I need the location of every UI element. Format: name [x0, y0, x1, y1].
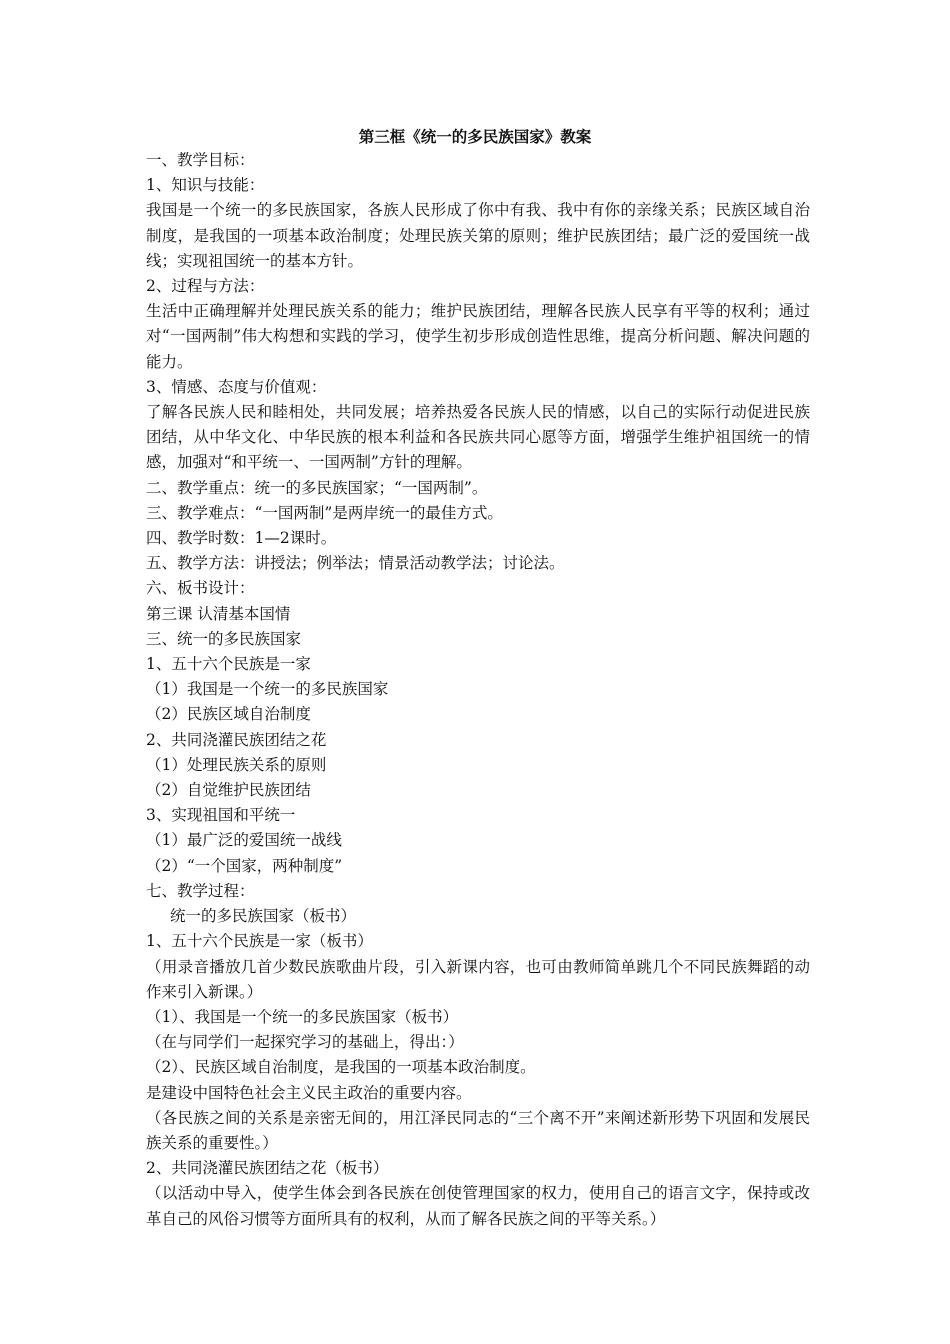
board-line: （1）处理民族关系的原则: [146, 755, 327, 774]
paragraph: 生活中正确理解并处理民族关系的能力；维护民族团结，理解各民族人民享有平等的权利；通过对“一国两制”伟大构想和实践的学习，使学生初步形成创造性思维，提高分析问题、解决问题的能力。: [146, 302, 810, 371]
board-line: 第三课 认清基本国情: [146, 604, 291, 623]
process-line: 统一的多民族国家（板书）: [170, 907, 357, 926]
paragraph: （各民族之间的关系是亲密无间的，用江泽民同志的“三个离不开”来阐述新形势下巩固和发展民族关系的重要性。）: [146, 1108, 810, 1152]
document-body: [146, 148, 810, 1232]
board-line: 三、统一的多民族国家: [146, 629, 302, 648]
board-line: （2）民族区域自治制度: [146, 705, 311, 724]
process-line: （2）、民族区域自治制度，是我国的一项基本政治制度。: [146, 1058, 536, 1077]
section-heading: 三、教学难点：“一国两制”是两岸统一的最佳方式。: [146, 503, 503, 522]
document-title: 第三框《统一的多民族国家》教案: [358, 128, 592, 146]
subsection-heading: 2、过程与方法：: [146, 277, 265, 296]
process-line: （在与同学们一起探究学习的基础上，得出：）: [146, 1033, 464, 1052]
section-heading: 五、教学方法：讲授法；例举法；情景活动教学法；讨论法。: [146, 554, 565, 573]
section-heading: 六、板书设计：: [146, 579, 255, 598]
paragraph: （用录音播放几首少数民族歌曲片段，引入新课内容，也可由教师简单跳几个不同民族舞蹈的动作来引入新课。）: [146, 957, 810, 1001]
board-line: （1）最广泛的爱国统一战线: [146, 831, 342, 850]
board-line: （2）“一个国家，两种制度”: [146, 856, 343, 875]
board-line: （1）我国是一个统一的多民族国家: [146, 680, 389, 699]
section-heading: 七、教学过程：: [146, 881, 255, 900]
subsection-heading: 3、情感、态度与价值观：: [146, 377, 327, 396]
section-heading: 二、教学重点：统一的多民族国家；“一国两制”。: [146, 478, 488, 497]
section-heading: 一、教学目标：: [146, 151, 255, 169]
board-line: 2、共同浇灌民族团结之花: [146, 730, 327, 749]
process-line: （1）、我国是一个统一的多民族国家（板书）: [146, 1007, 459, 1026]
section-heading: 四、教学时数：1—2课时。: [146, 529, 337, 548]
board-line: 1、五十六个民族是一家: [146, 655, 311, 674]
process-line: 是建设中国特色社会主义民主政治的重要内容。: [146, 1083, 472, 1102]
paragraph: （以活动中导入，使学生体会到各民族在创使管理国家的权力，使用自己的语言文字，保持或改革自己的风俗习惯等方面所具有的权利，从而了解各民族之间的平等关系。）: [146, 1184, 810, 1228]
paragraph: 我国是一个统一的多民族国家，各族人民形成了你中有我、我中有你的亲缘关系；民族区域自治制度，是我国的一项基本政治制度；处理民族关第的原则；维护民族团结；最广泛的爱国统一战线；实现祖国统一的基本方针。: [146, 201, 810, 270]
process-line: 2、共同浇灌民族团结之花（板书）: [146, 1159, 389, 1178]
process-line: 1、五十六个民族是一家（板书）: [146, 932, 373, 951]
board-line: （2）自觉维护民族团结: [146, 781, 311, 800]
paragraph: 了解各民族人民和睦相处，共同发展；培养热爱各民族人民的情感，以自己的实际行动促进民族团结，从中华文化、中华民族的根本利益和各民族共同心愿等方面，增强学生维护祖国统一的情感，加强对“和平统一、一国两制”方针的理解。: [146, 403, 810, 472]
subsection-heading: 1、知识与技能：: [146, 176, 265, 195]
board-line: 3、实现祖国和平统一: [146, 806, 296, 825]
